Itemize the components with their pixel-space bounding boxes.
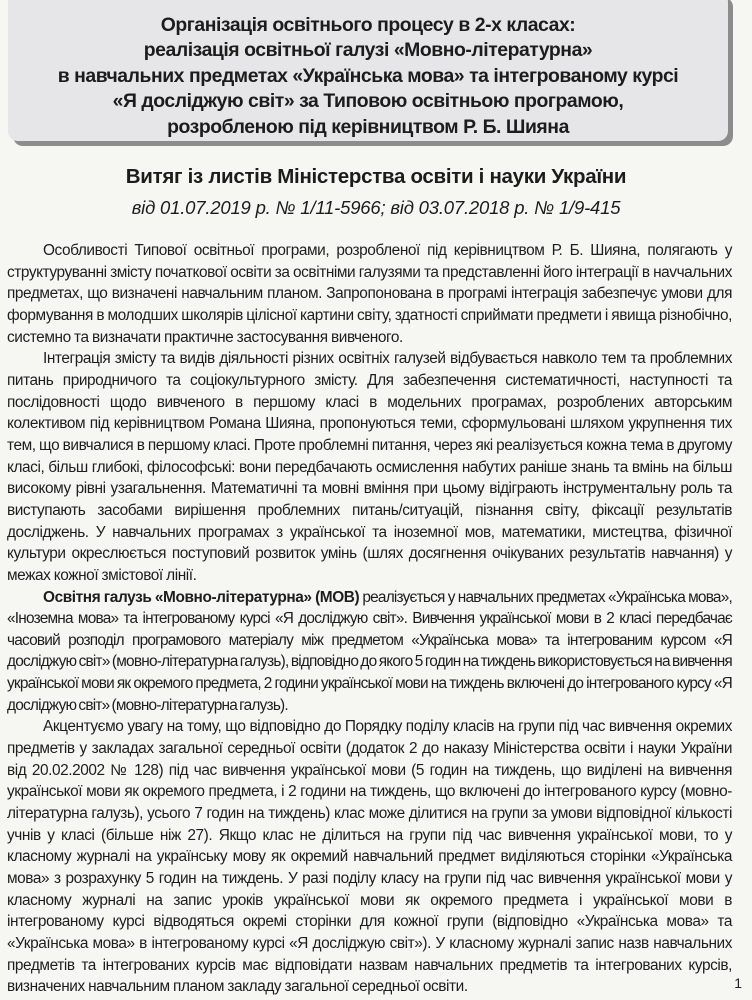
- document-title-box: [8, 0, 728, 141]
- paragraph-program-features: Особливості Типової освітньої програми, розробленої під керівництвом Р. Б. Шияна, полягають у структуруванні змісту початкової освіти за освітніми галузями та представленні його інтеграції в наvчальних предметах, що визначені навчальним планом. Запропонована в програмі інтеграція забезпечує умови для формування в молодших школярів цілісної картини світу, здатності сприймати предмети і явища різнобічно, системно та визначати практичне застосування вивченого.: [7, 242, 732, 346]
- document-title-line-2: реалізація освітньої галузі «Мовно-літературна»: [143, 39, 593, 62]
- paragraph-lead-term: Освітня галузь «Мовно-літературна» (МОВ): [43, 588, 360, 606]
- extract-letter-references: від 01.07.2019 р. № 1/11-5966; від 03.07.2018 р. № 1/9-415: [131, 197, 621, 218]
- document-title-line-3: в навчальних предметах «Українська мова» та інтегрованому курсі: [57, 64, 679, 87]
- page-number: 1: [734, 975, 742, 991]
- paragraph-class-division: Акцентуємо увагу на тому, що відповідно до Порядку поділу класів на групи під час вивчення окремих предметів у закладах загальної середньої освіти (додаток 2 до наказу Міністерства освіти і науки України від 20.02.2002 № 128) під час вивчення української мови (5 годин на тиждень, що виділені на вивчення української мови як окремого предмета, і 2 години на тиждень, що включені до інтегрованого курсу (мовно-літературна галузь), усього 7 годин на тиждень) клас може ділитися на групи за умови відповідної кількості учнів у класі (більше ніж 27). Якщо клас не ділиться на групи під час вивчення української мови, то у класному журналі на українську мову як окремий навчальний предмет виділяються сторінки «Українська мова» з розрахунку 5 годин на тиждень. У разі поділу класу на групи під час вивчення української мови у класному журналі на запис уроків української мови як окремого предмета і української мови в інтегрованому курсі відводяться окремі сторінки для кожної групи (відповідно «Українська мова» та «Українська мова» в інтегрованому курсі «Я досліджую світ»). У класному журналі запис назв навчальних предметів та інтегрованих курсів має відповідати назвам навчальних предметів та інтегрованих курсів, визначених навчальним планом закладу загальної середньої освіти.: [7, 718, 732, 996]
- extract-heading: Витяг із листів Міністерства освіти і науки України: [125, 165, 627, 188]
- document-body: [7, 240, 732, 998]
- document-title-line-1: Організація освітнього процесу в 2-х класах:: [160, 14, 576, 36]
- paragraph-text: реалізується у навчальних предметах «Українська мова», «Іноземна мова» та інтегрованому курсі «Я досліджую світ». Вивчення української мови в 2 класі передбачає часовий розподіл програмового матеріалу між предметом «Українська мова» та інтегрованим курсом «Я досліджую світ» (мовно-літературна галузь), відповідно до якого 5 годин на тиждень використовується на вивчення української мови як окремого предмета, 2 години української мови на тиждень включені до інтегрованого курсу «Я досліджую світ» (мовно-літературна галузь).: [7, 588, 732, 714]
- paragraph-integration: Інтеграція змісту та видів діяльності різних освітніх галузей відбувається навколо тем та проблемних питань природничого та соціокультурного змісту. Для забезпечення систематичності, наступності та послідовності щодо вивченого в першому класі в модельних програмах, розроблених авторським колективом під керівництвом Романа Шияна, пропонуються теми, сформульовані шляхом укрупнення тих тем, що вивчалися в першому класі. Проте проблемні питання, через які реалізується кожна тема в другому класі, більш глибокі, філософські: вони передбачають осмислення набутих раніше знань та вмінь на більш високому рівні узагальнення. Математичні та мовні вміння при цьому відіграють інструментальну роль та виступають засобами вирішення проблемних питань/ситуацій, пізнання світу, фіксації результатів досліджень. У навчальних програмах з української та іноземної мов, математики, мистецтва, фізичної культури окреслюється поступовий розвиток умінь (шлях досягнення очікуваних результатів навчання) у межах кожної змістової лінії.: [7, 350, 732, 584]
- document-title-line-4: «Я досліджую світ» за Типовою освітньою програмою,: [112, 90, 624, 113]
- document-title-line-5: розробленою під керівництвом Р. Б. Шияна: [167, 115, 569, 138]
- paragraph-language-literature-area: [7, 587, 732, 717]
